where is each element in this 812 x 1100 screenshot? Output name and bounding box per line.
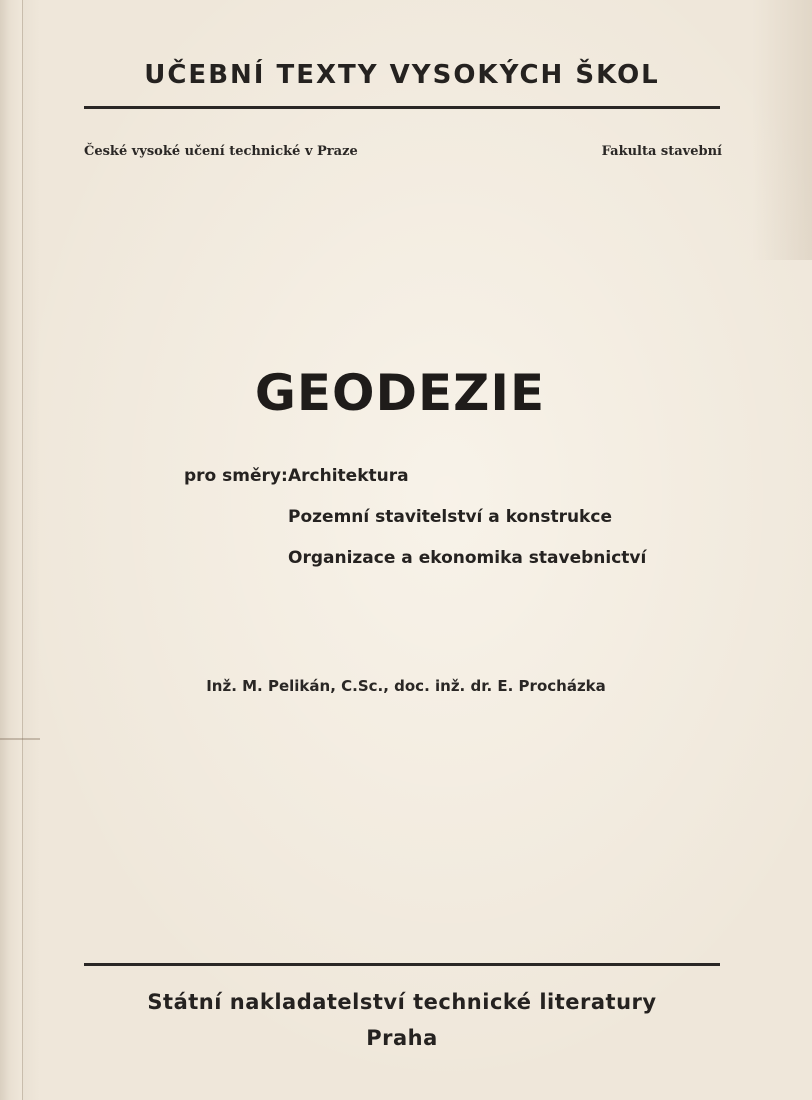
institution-name: České vysoké učení technické v Praze [84, 144, 358, 159]
publisher-city: Praha [366, 1026, 438, 1050]
series-title: UČEBNÍ TEXTY VYSOKÝCH ŠKOL [144, 60, 660, 90]
direction-item: Architektura [288, 466, 409, 486]
publisher-name: Státní nakladatelství technické literatury [147, 990, 657, 1014]
cover-spine-edge [0, 0, 23, 1100]
book-title: GEODEZIE [254, 364, 546, 422]
cover-crease [0, 738, 40, 740]
authors-line: Inž. M. Pelikán, C.Sc., doc. inž. dr. E. Procházka [206, 677, 606, 695]
direction-item: Pozemní stavitelství a konstrukce [288, 507, 612, 527]
bottom-divider [84, 963, 720, 966]
top-divider [84, 106, 720, 109]
directions-prefix: pro směry: [184, 466, 288, 486]
faculty-name: Fakulta stavební [601, 144, 722, 159]
direction-item: Organizace a ekonomika stavebnictví [288, 548, 647, 568]
cover-corner-shadow [752, 0, 812, 260]
